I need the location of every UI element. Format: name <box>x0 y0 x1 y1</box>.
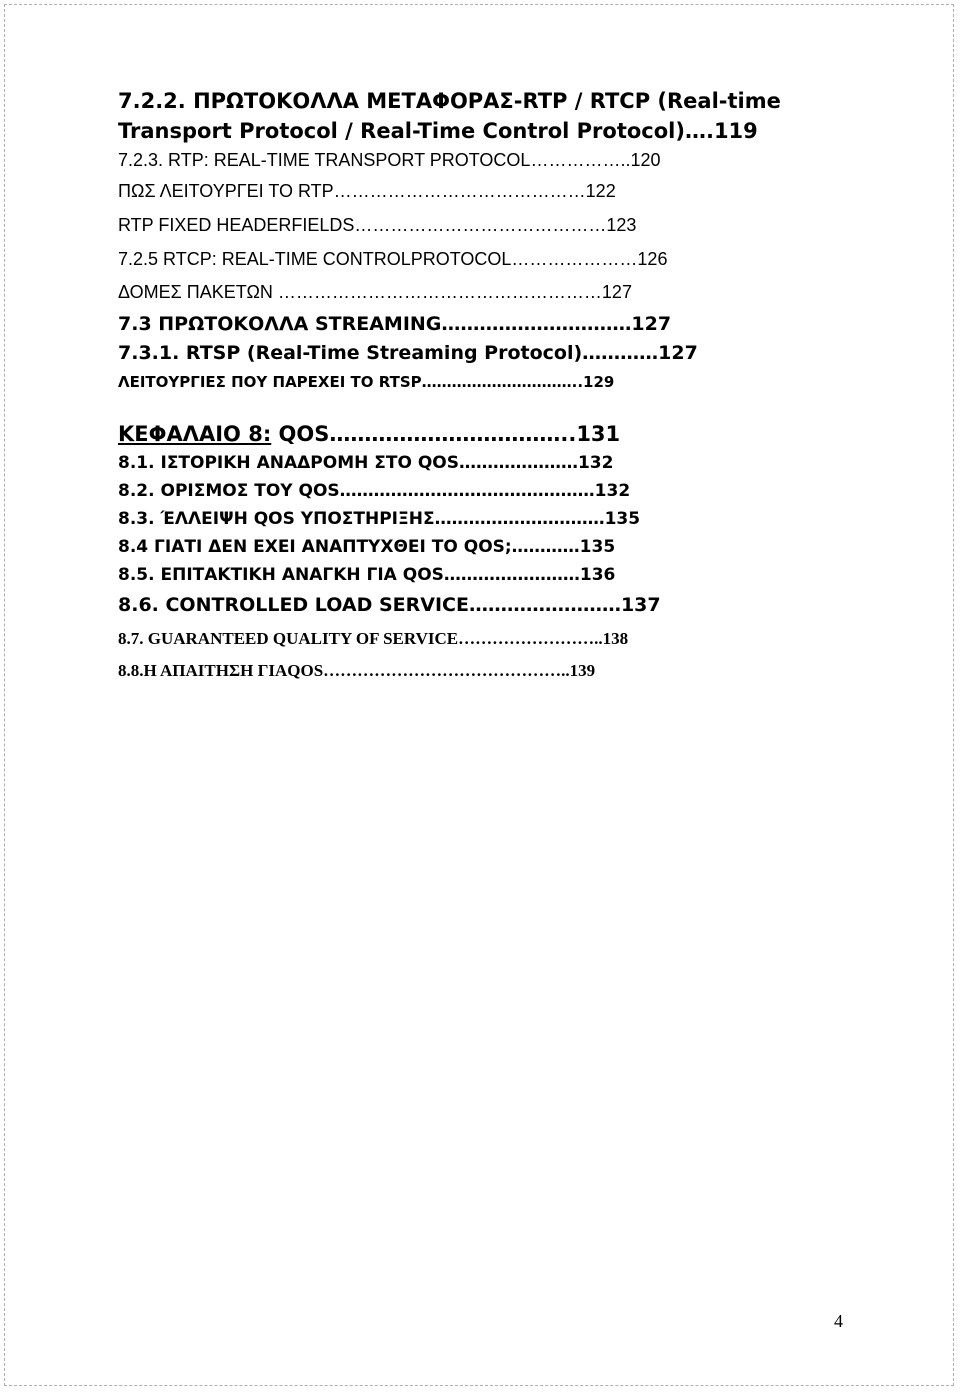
toc-entry-8-4: 8.4 ΓΙΑΤΙ ΔΕΝ ΕΧΕΙ ΑΝΑΠΤΥΧΘΕΙ ΤΟ QOS;…………135 <box>118 537 616 557</box>
toc-entry-7-3: 7.3 ΠΡΩΤΟΚΟΛΛΑ STREAMING…………………………127 <box>118 313 672 335</box>
toc-entry-8-8: 8.8.Η ΑΠΑΙΤΗΣΗ ΓΙΑQOS……………………………………..139 <box>118 661 596 680</box>
toc-entry-packet-structures: ΔΟΜΕΣ ΠΑΚΕΤΩΝ ………………………………………………127 <box>118 282 632 302</box>
toc-entry-8-2: 8.2. ΟΡΙΣΜΟΣ ΤΟΥ QOS………………………………………132 <box>118 481 631 501</box>
page-number: 4 <box>834 1311 843 1331</box>
toc-entry-7-2-2-cont: Transport Protocol / Real-Time Control Protocol)….119 <box>118 119 758 143</box>
chapter-8-title: QOS……………………………..131 <box>271 422 621 446</box>
table-of-contents <box>118 86 858 686</box>
toc-entry-7-2-3: 7.2.3. RTP: REAL-TIME TRANSPORT PROTOCOL……………..120 <box>118 150 661 170</box>
toc-entry-how-rtp-works: ΠΩΣ ΛΕΙΤΟΥΡΓΕΙ ΤΟ RTP……………………………………122 <box>118 181 616 201</box>
toc-entry-7-3-1: 7.3.1. RTSP (Real-Time Streaming Protocol)…………127 <box>118 342 698 364</box>
toc-entry-7-2-2: 7.2.2. ΠΡΩΤΟΚΟΛΛΑ ΜΕΤΑΦΟΡΑΣ-RTP / RTCP (Real-time <box>118 89 781 113</box>
toc-entry-rtsp-functions: ΛΕΙΤΟΥΡΓΙΕΣ ΠΟΥ ΠΑΡΕΧΕΙ ΤΟ RTSP…………………………..129 <box>118 373 615 391</box>
toc-entry-chapter-8 <box>118 419 858 449</box>
chapter-8-label: ΚΕΦΑΛΑΙΟ 8: <box>118 422 272 446</box>
toc-entry-7-2-5: 7.2.5 RTCP: REAL-TIME CONTROLPROTOCOL…………………126 <box>118 249 668 269</box>
toc-entry-8-3: 8.3. ΈΛΛΕΙΨΗ QOS ΥΠΟΣΤΗΡΙΞΗΣ…………………………135 <box>118 509 641 529</box>
toc-entry-8-6: 8.6. CONTROLLED LOAD SERVICE……………………137 <box>118 594 661 616</box>
toc-entry-8-5: 8.5. ΕΠΙΤΑΚΤΙΚΗ ΑΝΑΓΚΗ ΓΙΑ QOS……………………136 <box>118 565 616 585</box>
toc-entry-8-1: 8.1. ΙΣΤΟΡΙΚΗ ΑΝΑΔΡΟΜΗ ΣΤΟ QOS…………………132 <box>118 453 614 473</box>
toc-entry-rtp-fixed-headerfields: RTP FIXED HEADERFIELDS……………………………………123 <box>118 215 637 235</box>
toc-entry-8-7: 8.7. GUARANTEED QUALITY OF SERVICE……………………..138 <box>118 629 629 648</box>
